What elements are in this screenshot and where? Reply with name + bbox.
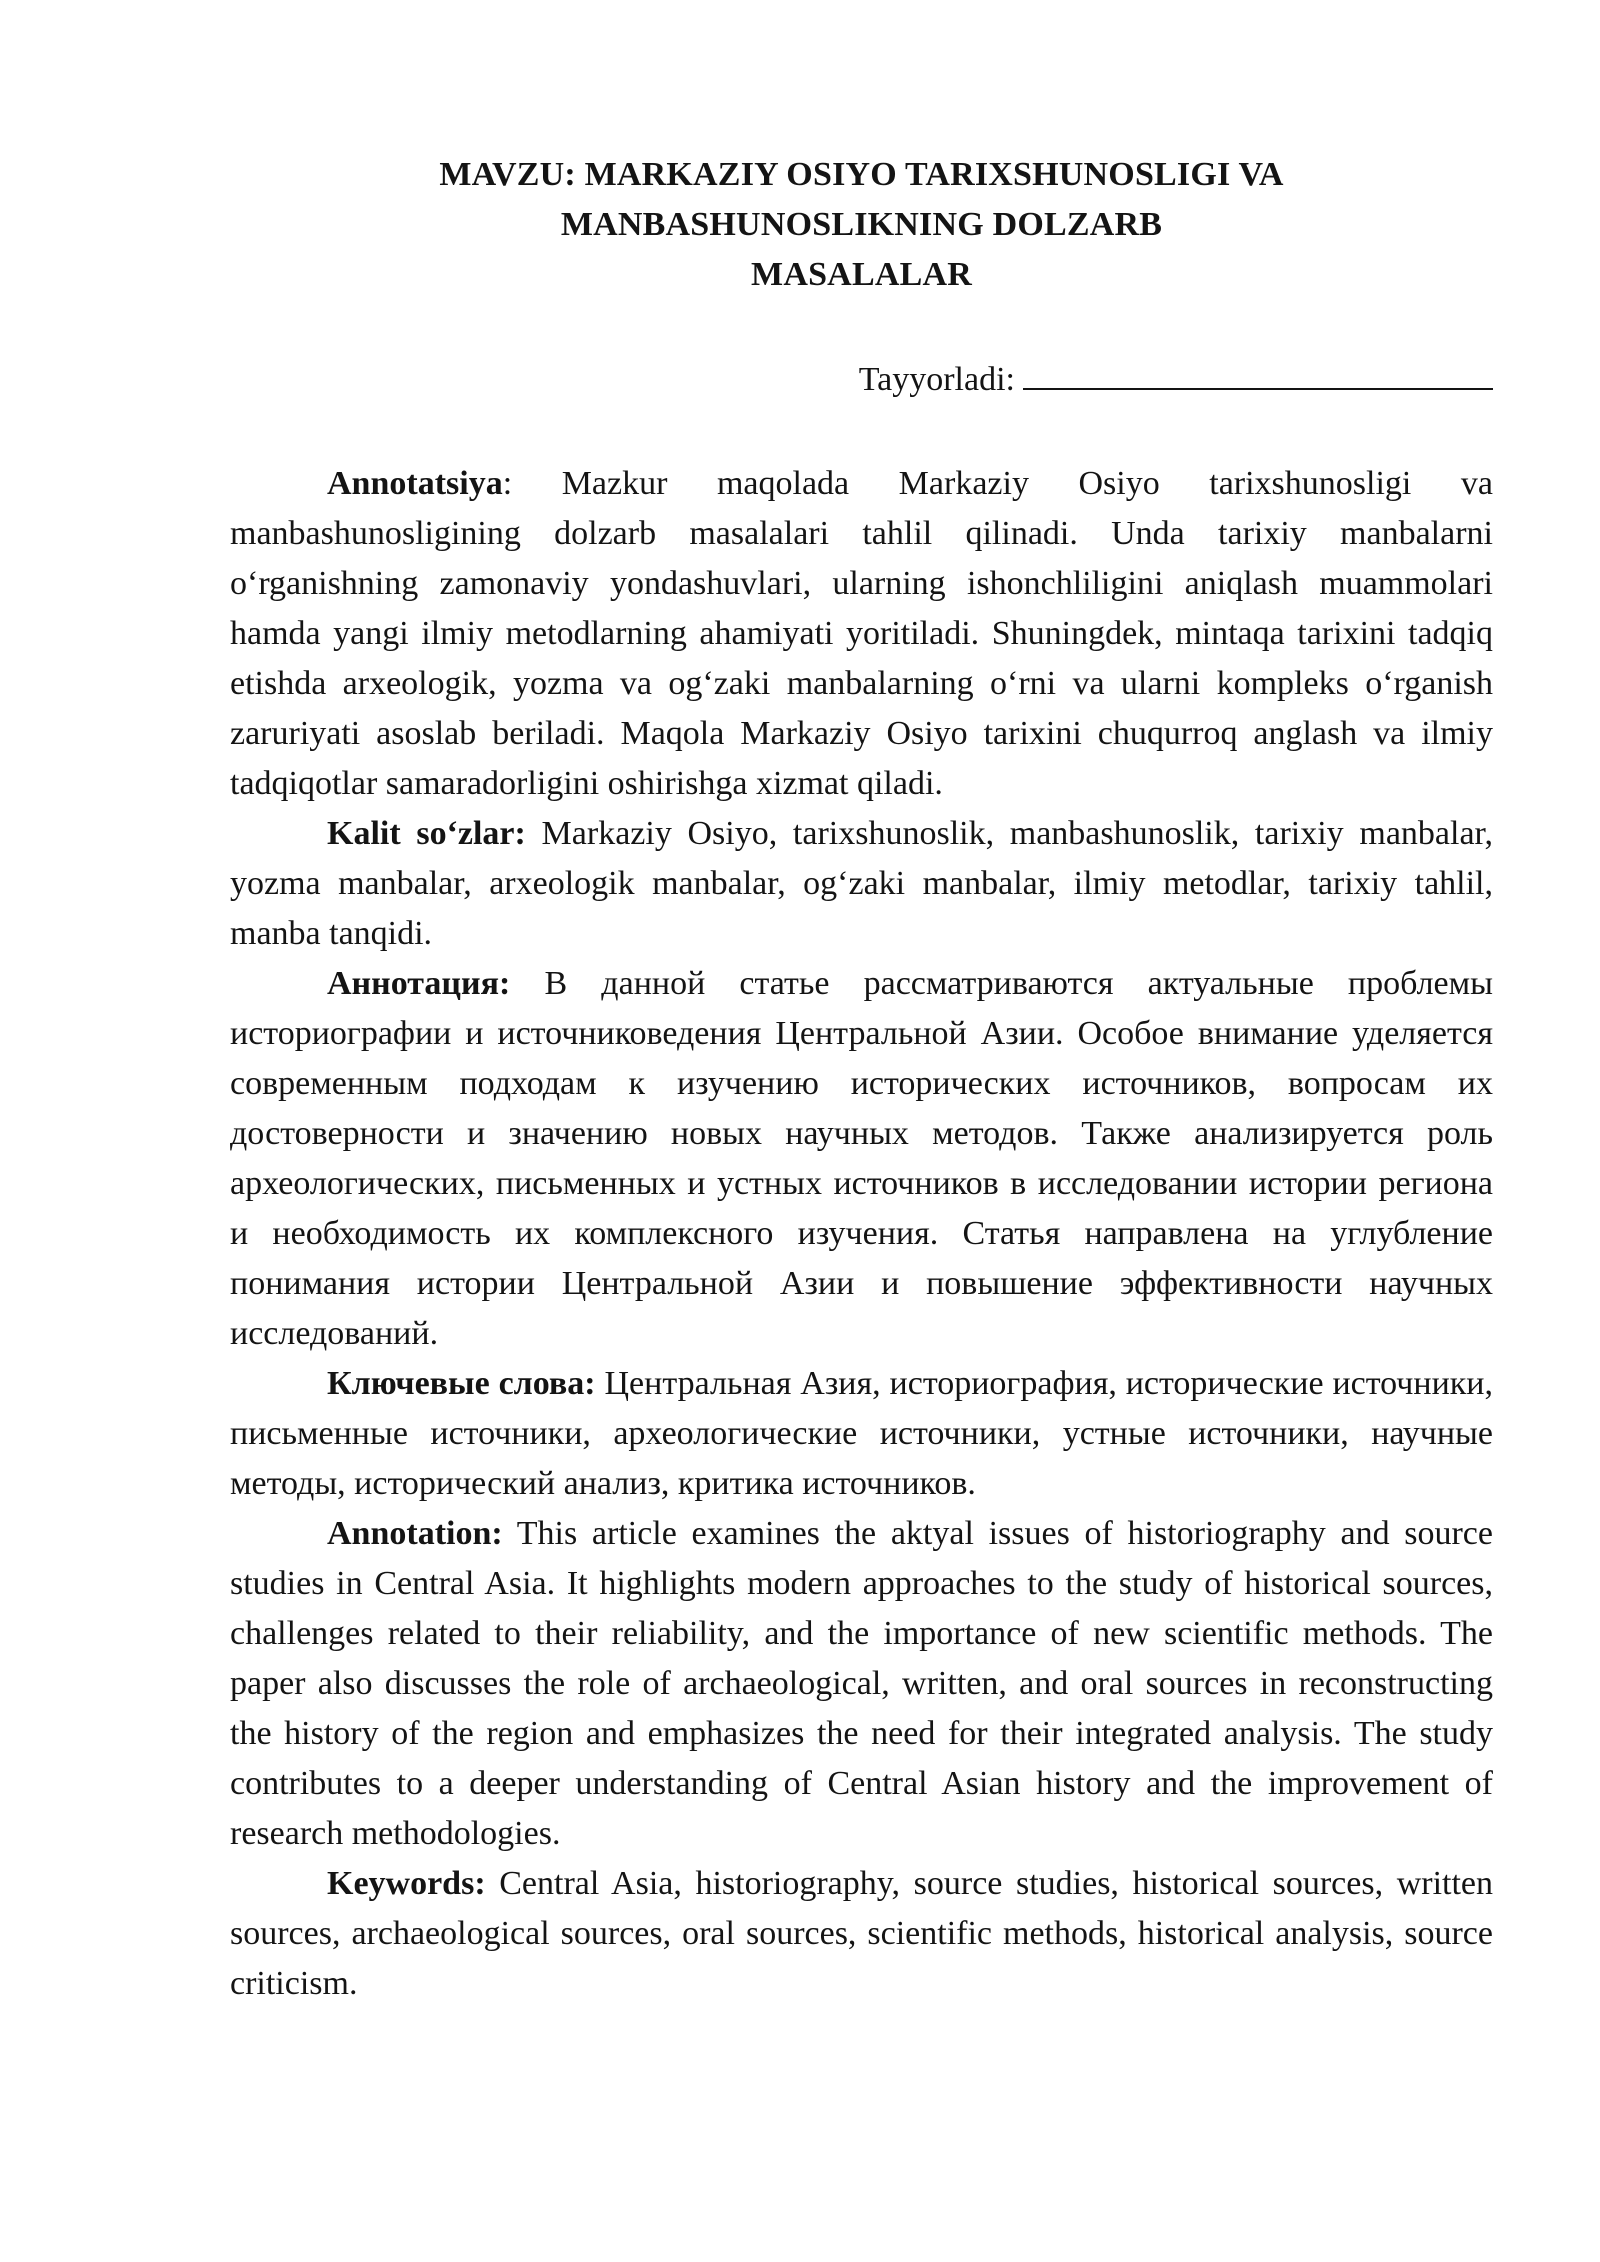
- annotation-ru-heading: Аннотация:: [327, 965, 511, 1002]
- keywords-ru-heading: Ключевые слова:: [327, 1365, 596, 1402]
- annotation-en-heading: Annotation:: [327, 1515, 503, 1552]
- keywords-ru-paragraph: [230, 1359, 1493, 1509]
- keywords-en-heading: Keywords:: [327, 1865, 486, 1902]
- annotation-en-paragraph: [230, 1509, 1493, 1859]
- author-blank-line: [1023, 354, 1493, 390]
- annotation-uz-paragraph: [230, 459, 1493, 809]
- title-line-3: MASALALAR: [751, 256, 972, 293]
- annotation-uz-heading: Annotatsiya: [327, 465, 503, 502]
- keywords-ru-text: Центральная Азия, историография, исторические источники, письменные источники, археологические источники, устные источники, научные методы, исторический анализ, критика источников.: [230, 1365, 1493, 1502]
- annotation-ru-text: В данной статье рассматриваются актуальные проблемы историографии и источниковедения Центральной Азии. Особое внимание уделяется современным подходам к изучению исторических источников, вопросам их достоверности и значению новых научных методов. Также анализируется роль археологических, письменных и устных источников в исследовании истории региона и необходимость их комплексного изучения. Статья направлена на углубление понимания истории Центральной Азии и повышение эффективности научных исследований.: [230, 965, 1493, 1352]
- keywords-en-paragraph: [230, 1859, 1493, 2009]
- annotation-uz-separator: :: [502, 465, 513, 502]
- annotation-ru-paragraph: [230, 959, 1493, 1359]
- prepared-by-label: Tayyorladi:: [858, 361, 1015, 398]
- prepared-by-line: [230, 354, 1493, 405]
- document-title: [230, 150, 1493, 300]
- title-line-2: MANBASHUNOSLIKNING DOLZARB: [560, 206, 1163, 243]
- document-page: [230, 150, 1493, 2009]
- keywords-uz-text: Markaziy Osiyo, tarixshunoslik, manbashunoslik, tarixiy manbalar, yozma manbalar, arxeologik manbalar, og‘zaki manbalar, ilmiy metodlar, tarixiy tahlil, manba tanqidi.: [230, 815, 1493, 952]
- annotation-uz-text: Mazkur maqolada Markaziy Osiyo tarixshunosligi va manbashunosligining dolzarb masalalari tahlil qilinadi. Unda tarixiy manbalarni o‘rganishning zamonaviy yondashuvlari, ularning ishonchliligini aniqlash muammolari hamda yangi ilmiy metodlarning ahamiyati yoritiladi. Shuningdek, mintaqa tarixini tadqiq etishda arxeologik, yozma va og‘zaki manbalarning o‘rni va ularni kompleks o‘rganish zaruriyati asoslab beriladi. Maqola Markaziy Osiyo tarixini chuqurroq anglash va ilmiy tadqiqotlar samaradorligini oshirishga xizmat qiladi.: [230, 465, 1493, 802]
- title-line-1: MAVZU: MARKAZIY OSIYO TARIXSHUNOSLIGI VA: [439, 156, 1284, 193]
- annotation-en-text: This article examines the aktyal issues of historiography and source studies in Central Asia. It highlights modern approaches to the study of historical sources, challenges related to their reliability, and the importance of new scientific methods. The paper also discusses the role of archaeological, written, and oral sources in reconstructing the history of the region and emphasizes the need for their integrated analysis. The study contributes to a deeper understanding of Central Asian history and the improvement of research methodologies.: [230, 1515, 1493, 1852]
- keywords-en-text: Central Asia, historiography, source studies, historical sources, written sources, archaeological sources, oral sources, scientific methods, historical analysis, source criticism.: [230, 1865, 1493, 2002]
- keywords-uz-paragraph: [230, 809, 1493, 959]
- keywords-uz-heading: Kalit so‘zlar:: [327, 815, 526, 852]
